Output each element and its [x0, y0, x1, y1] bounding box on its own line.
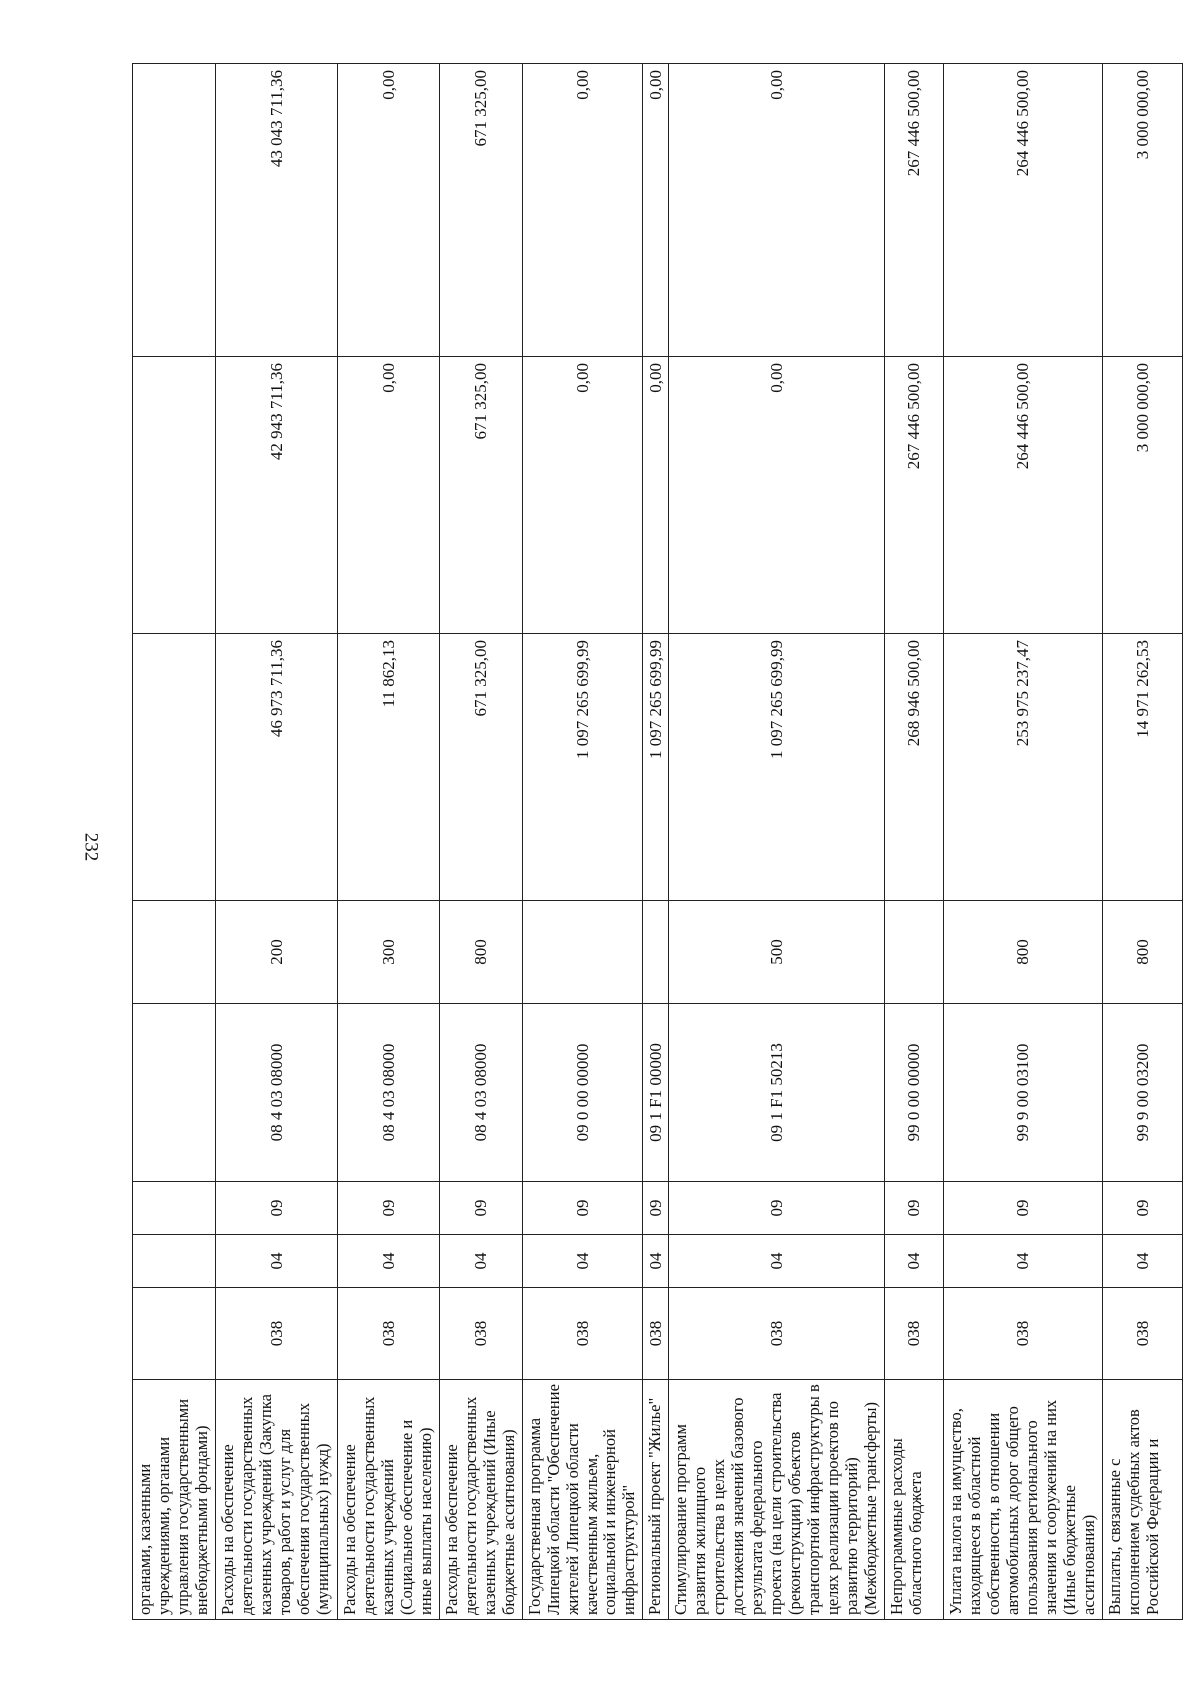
cell-sum2: 0,00	[522, 357, 643, 634]
table-row	[944, 64, 1103, 1620]
cell-sum2: 264 446 500,00	[944, 357, 1103, 634]
cell-sum2: 0,00	[337, 357, 439, 634]
table-row	[439, 64, 522, 1620]
cell-pr: 09	[522, 1182, 643, 1235]
cell-grbs: 038	[944, 1288, 1103, 1380]
table-row	[522, 64, 643, 1620]
cell-cs: 99 9 00 03100	[944, 1004, 1103, 1182]
cell-sum1: 14 971 262,53	[1102, 634, 1182, 901]
table-row	[643, 64, 669, 1620]
budget-table	[132, 63, 1183, 1620]
cell-vr: 500	[669, 901, 885, 1004]
table-row	[885, 64, 944, 1620]
cell-rz: 04	[885, 1235, 944, 1288]
cell-name: Уплата налога на имущество, находящееся в областной собственности, в отношении автомобильных дорог общего пользования регионального значения и сооружений на них (Иные бюджетные ассигнования)	[944, 1380, 1103, 1620]
cell-pr: 09	[643, 1182, 669, 1235]
cell-grbs	[133, 1288, 216, 1380]
cell-name: органами, казенными учреждениями, органами управления государственными внебюджетными фондами)	[133, 1380, 216, 1620]
cell-vr: 800	[1102, 901, 1182, 1004]
cell-rz: 04	[439, 1235, 522, 1288]
cell-rz: 04	[643, 1235, 669, 1288]
cell-cs: 08 4 03 08000	[439, 1004, 522, 1182]
cell-rz	[133, 1235, 216, 1288]
cell-grbs: 038	[337, 1288, 439, 1380]
page-number: 232	[80, 832, 102, 862]
cell-sum3	[133, 64, 216, 357]
cell-grbs: 038	[1102, 1288, 1182, 1380]
cell-cs	[133, 1004, 216, 1182]
cell-name: Непрограммные расходы областного бюджета	[885, 1380, 944, 1620]
cell-name: Региональный проект "Жилье"	[643, 1380, 669, 1620]
cell-sum3: 0,00	[522, 64, 643, 357]
cell-name: Расходы на обеспечение деятельности государственных казенных учреждений (Иные бюджетные ассигнования)	[439, 1380, 522, 1620]
cell-cs: 09 1 F1 50213	[669, 1004, 885, 1182]
cell-sum1: 46 973 711,36	[215, 634, 337, 901]
cell-name: Расходы на обеспечение деятельности государственных казенных учреждений (Социальное обеспечение и иные выплаты населению)	[337, 1380, 439, 1620]
cell-sum3: 267 446 500,00	[885, 64, 944, 357]
cell-cs: 09 1 F1 00000	[643, 1004, 669, 1182]
cell-sum3: 0,00	[669, 64, 885, 357]
cell-cs: 99 9 00 03200	[1102, 1004, 1182, 1182]
cell-pr: 09	[669, 1182, 885, 1235]
cell-pr	[133, 1182, 216, 1235]
table-body	[133, 64, 1183, 1620]
cell-vr	[522, 901, 643, 1004]
cell-sum2: 0,00	[643, 357, 669, 634]
cell-vr	[643, 901, 669, 1004]
cell-grbs: 038	[522, 1288, 643, 1380]
cell-sum1: 1 097 265 699,99	[669, 634, 885, 901]
cell-sum2: 0,00	[669, 357, 885, 634]
cell-sum3: 43 043 711,36	[215, 64, 337, 357]
cell-vr: 800	[439, 901, 522, 1004]
cell-grbs: 038	[669, 1288, 885, 1380]
cell-sum1: 1 097 265 699,99	[522, 634, 643, 901]
cell-rz: 04	[669, 1235, 885, 1288]
cell-rz: 04	[1102, 1235, 1182, 1288]
cell-sum2: 671 325,00	[439, 357, 522, 634]
rotated-table-wrapper	[132, 64, 1162, 1620]
cell-sum1: 671 325,00	[439, 634, 522, 901]
cell-pr: 09	[215, 1182, 337, 1235]
cell-sum2	[133, 357, 216, 634]
cell-rz: 04	[944, 1235, 1103, 1288]
cell-sum3: 0,00	[643, 64, 669, 357]
cell-rz: 04	[215, 1235, 337, 1288]
cell-cs: 09 0 00 00000	[522, 1004, 643, 1182]
cell-vr	[133, 901, 216, 1004]
table-row	[215, 64, 337, 1620]
cell-sum3: 0,00	[337, 64, 439, 357]
cell-sum1: 253 975 237,47	[944, 634, 1103, 901]
table-row	[669, 64, 885, 1620]
cell-cs: 99 0 00 00000	[885, 1004, 944, 1182]
cell-cs: 08 4 03 08000	[215, 1004, 337, 1182]
cell-sum1: 11 862,13	[337, 634, 439, 901]
table-row	[133, 64, 216, 1620]
cell-sum2: 42 943 711,36	[215, 357, 337, 634]
cell-sum3: 671 325,00	[439, 64, 522, 357]
cell-name: Расходы на обеспечение деятельности государственных казенных учреждений (Закупка товаров, работ и услуг для обеспечения государственных (муниципальных) нужд)	[215, 1380, 337, 1620]
cell-pr: 09	[439, 1182, 522, 1235]
cell-rz: 04	[337, 1235, 439, 1288]
cell-name: Государственная программа Липецкой области "Обеспечение жителей Липецкой области качественным жильем, социальной и инженерной инфраструктурой"	[522, 1380, 643, 1620]
cell-name: Стимулирование программ развития жилищного строительства в целях достижения значений базового результата федерального проекта (на цели строительства (реконструкции) объектов транспортной инфраструктуры в целях реализации проектов по развитию территорий) (Межбюджетные трансферты)	[669, 1380, 885, 1620]
cell-pr: 09	[885, 1182, 944, 1235]
cell-vr: 800	[944, 901, 1103, 1004]
cell-pr: 09	[1102, 1182, 1182, 1235]
cell-sum2: 267 446 500,00	[885, 357, 944, 634]
cell-vr: 200	[215, 901, 337, 1004]
cell-sum3: 3 000 000,00	[1102, 64, 1182, 357]
cell-cs: 08 4 03 08000	[337, 1004, 439, 1182]
cell-vr: 300	[337, 901, 439, 1004]
cell-pr: 09	[944, 1182, 1103, 1235]
cell-sum1: 1 097 265 699,99	[643, 634, 669, 901]
cell-grbs: 038	[439, 1288, 522, 1380]
cell-pr: 09	[337, 1182, 439, 1235]
cell-sum1: 268 946 500,00	[885, 634, 944, 901]
cell-grbs: 038	[215, 1288, 337, 1380]
cell-sum2: 3 000 000,00	[1102, 357, 1182, 634]
table-row	[337, 64, 439, 1620]
cell-grbs: 038	[643, 1288, 669, 1380]
cell-name: Выплаты, связанные с исполнением судебных актов Российской Федерации и	[1102, 1380, 1182, 1620]
cell-sum3: 264 446 500,00	[944, 64, 1103, 357]
cell-sum1	[133, 634, 216, 901]
cell-grbs: 038	[885, 1288, 944, 1380]
cell-vr	[885, 901, 944, 1004]
table-row	[1102, 64, 1182, 1620]
cell-rz: 04	[522, 1235, 643, 1288]
